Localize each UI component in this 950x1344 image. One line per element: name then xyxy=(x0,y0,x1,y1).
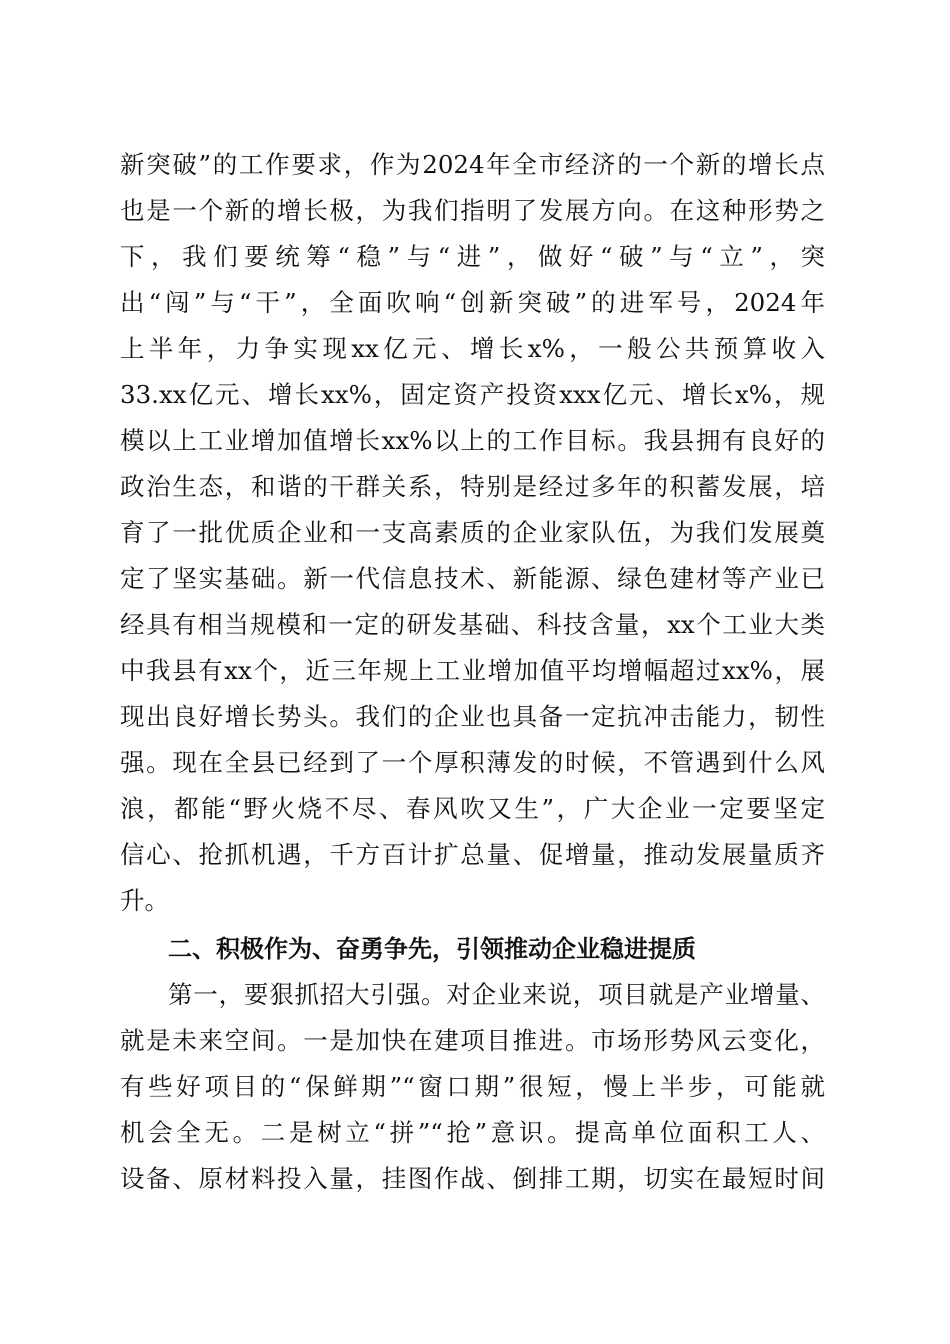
section-text-line: 设备、原材料投入量，挂图作战、倒排工期，切实在最短时间 xyxy=(120,1164,825,1193)
body-text-line: 33.xx亿元、增长xx%，固定资产投资xxx亿元、增长x%，规 xyxy=(120,380,825,409)
body-text-line: 浪，都能“野火烧不尽、春风吹又生”，广大企业一定要坚定 xyxy=(120,794,825,823)
body-text-line: 定了坚实基础。新一代信息技术、新能源、绿色建材等产业已 xyxy=(120,564,825,593)
body-text-line: 经具有相当规模和一定的研发基础、科技含量，xx个工业大类 xyxy=(120,610,825,639)
body-text-line: 现出良好增长势头。我们的企业也具备一定抗冲击能力，韧性 xyxy=(120,702,825,731)
body-text-line: 出“闯”与“干”，全面吹响“创新突破”的进军号，2024年 xyxy=(120,288,825,317)
section-text-line: 就是未来空间。一是加快在建项目推进。市场形势风云变化， xyxy=(120,1026,825,1055)
body-text-line: 强。现在全县已经到了一个厚积薄发的时候，不管遇到什么风 xyxy=(120,748,825,777)
body-text-line: 育了一批优质企业和一支高素质的企业家队伍，为我们发展奠 xyxy=(120,518,825,547)
body-text-line: 也是一个新的增长极，为我们指明了发展方向。在这种形势之 xyxy=(120,196,825,225)
section-text-line: 有些好项目的“保鲜期”“窗口期”很短，慢上半步，可能就 xyxy=(120,1072,825,1101)
section-heading: 二、积极作为、奋勇争先，引领推动企业稳进提质 xyxy=(168,935,696,963)
body-text-line: 上半年，力争实现xx亿元、增长x%，一般公共预算收入 xyxy=(120,334,825,363)
body-text-line: 下，我们要统筹“稳”与“进”，做好“破”与“立”，突 xyxy=(120,242,825,271)
section-text-line: 第一，要狠抓招大引强。对企业来说，项目就是产业增量、 xyxy=(168,980,825,1009)
body-text-line: 政治生态，和谐的干群关系，特别是经过多年的积蓄发展，培 xyxy=(120,472,825,501)
section-text-line: 机会全无。二是树立“拼”“抢”意识。提高单位面积工人、 xyxy=(120,1118,825,1147)
body-text-line: 升。 xyxy=(120,886,169,915)
body-text-line: 模以上工业增加值增长xx%以上的工作目标。我县拥有良好的 xyxy=(120,426,825,455)
body-text-line: 信心、抢抓机遇，千方百计扩总量、促增量，推动发展量质齐 xyxy=(120,840,825,869)
body-text-line: 中我县有xx个，近三年规上工业增加值平均增幅超过xx%，展 xyxy=(120,656,825,685)
body-text-line: 新突破”的工作要求，作为2024年全市经济的一个新的增长点 xyxy=(120,150,825,179)
